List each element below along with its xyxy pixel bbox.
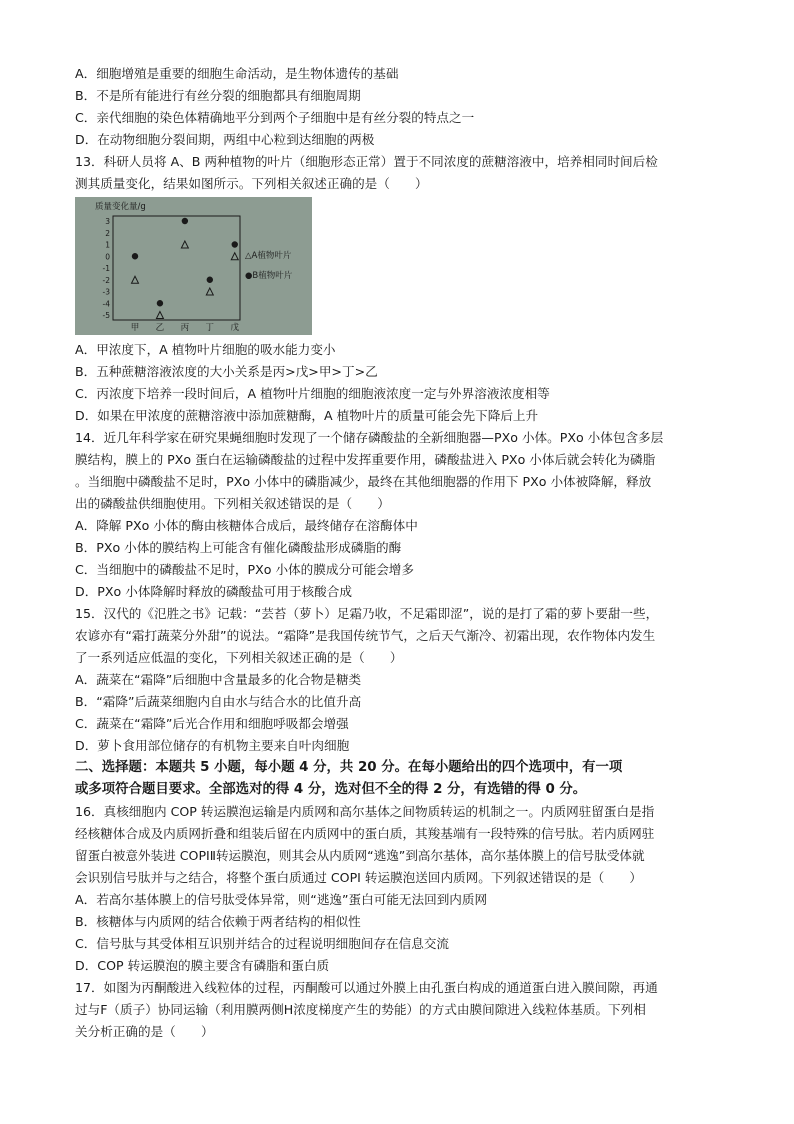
q16-stem-line: 留蛋白被意外装进 COPIⅡ转运膜泡，则其会从内质网“逃逸”到高尔基体，高尔基体膜上的信号肽受体就 [75,848,645,863]
q12-option-d: D．在动物细胞分裂间期，两组中心粒到达细胞的两极 [75,132,375,147]
question-16 [75,801,725,977]
b-plant-point [132,253,138,259]
q15-stem-line: 农谚亦有“霜打蔬菜分外甜”的说法。“霜降”是我国传统节气，之后天气渐冷、初霜出现，农作物体内发生 [75,628,656,643]
q16-stem-line: 16．真核细胞内 COP 转运膜泡运输是内质网和高尔基体之间物质转运的机制之一。内质网驻留蛋白是指 [75,804,655,819]
y-tick-label: -2 [102,275,110,285]
q13-option-d: D．如果在甲浓度的蔗糖溶液中添加蔗糖酶，A 植物叶片的质量可能会先下降后上升 [75,408,539,423]
a-plant-point [231,253,238,260]
q12-option-b: B．不是所有能进行有丝分裂的细胞都具有细胞周期 [75,88,361,103]
b-plant-point [182,218,188,224]
q16-option-d: D．COP 转运膜泡的膜主要含有磷脂和蛋白质 [75,958,330,973]
q13-option-b: B．五种蔗糖溶液浓度的大小关系是丙>戊>甲>丁>乙 [75,364,378,379]
x-tick-label: 乙 [155,323,165,333]
q13-stem-line: 测其质量变化，结果如图所示。下列相关叙述正确的是（ ） [75,176,428,191]
question-15 [75,603,725,757]
y-tick-label: 1 [105,240,110,250]
x-tick-label: 丁 [205,323,215,333]
y-tick-labels [103,217,111,320]
q16-option-a: A．若高尔基体膜上的信号肽受体异常，则“逃逸”蛋白可能无法回到内质网 [75,892,488,907]
b-plant-point [232,241,238,247]
a-plant-point [206,288,213,295]
q15-stem-line: 15．汉代的《氾胜之书》记载：“芸苔（萝卜）足霜乃收，不足霜即涩”，说的是打了霜的萝卜要甜一些， [75,606,659,621]
q14-stem-line: 。当细胞中磷酸盐不足时，PXo 小体中的磷脂减少，最终在其他细胞器的作用下 PXo 小体被降解，释放 [75,474,652,489]
q15-option-a: A．蔬菜在“霜降”后细胞中含量最多的化合物是糖类 [75,672,362,687]
y-tick-label: -4 [102,299,110,309]
question-13 [75,151,725,427]
q15-option-c: C．蔬菜在“霜降”后光合作用和细胞呼吸都会增强 [75,716,349,731]
q14-stem-line: 膜结构，膜上的 PXo 蛋白在运输磷酸盐的过程中发挥重要作用，磷酸盐进入 PXo 小体后就会转化为磷脂 [75,452,656,467]
q15-stem-line: 了一系列适应低温的变化，下列相关叙述正确的是（ ） [75,650,403,665]
b-plant-point [207,277,213,283]
chart-ylabel: 质量变化量/g [95,202,146,212]
y-tick-label: -3 [102,287,110,297]
section-heading-line: 或多项符合题目要求。全部选对的得 4 分，选对但不全的得 2 分，有选错的得 0 分。 [75,782,587,797]
q15-option-d: D．萝卜食用部位储存的有机物主要来自叶肉细胞 [75,738,350,753]
legend-a: △A植物叶片 [245,251,292,261]
q17-stem-line: 过与F（质子）协同运输（利用膜两侧H浓度梯度产生的势能）的方式由膜间隙进入线粒体基质。下列相 [75,1002,646,1017]
a-plant-point [181,241,188,248]
y-tick-label: 3 [105,217,110,226]
q17-stem-line: 关分析正确的是（ ） [75,1024,214,1039]
q16-stem-line: 经核糖体合成及内质网折叠和组装后留在内质网中的蛋白质，其羧基端有一段特殊的信号肽。若内质网驻 [75,826,655,841]
question-12-options [75,63,725,151]
q13-option-a: A．甲浓度下，A 植物叶片细胞的吸水能力变小 [75,342,336,357]
q16-option-c: C．信号肽与其受体相互识别并结合的过程说明细胞间存在信息交流 [75,936,450,951]
section-heading-line: 二、选择题：本题共 5 小题，每小题 4 分，共 20 分。在每小题给出的四个选项中，有一项 [75,760,623,775]
section-2-heading [75,757,725,801]
y-tick-label: -1 [102,264,110,273]
q14-option-d: D．PXo 小体降解时释放的磷酸盐可用于核酸合成 [75,584,352,599]
x-tick-label: 丙 [180,323,190,333]
question-17 [75,977,725,1043]
q13-option-c: C．丙浓度下培养一段时间后，A 植物叶片细胞的细胞液浓度一定与外界溶液浓度相等 [75,386,550,401]
exam-content [75,63,725,1043]
question-14 [75,427,725,603]
q14-option-c: C．当细胞中的磷酸盐不足时，PXo 小体的膜成分可能会增多 [75,562,414,577]
y-tick-label: 2 [105,228,110,238]
a-plant-point [132,276,139,283]
q14-option-b: B．PXo 小体的膜结构上可能含有催化磷酸盐形成磷脂的酶 [75,540,402,555]
mass-change-chart [75,197,312,335]
y-tick-label: 0 [105,252,110,262]
b-plant-point [157,300,163,306]
q15-option-b: B．“霜降”后蔬菜细胞内自由水与结合水的比值升高 [75,694,362,709]
x-tick-label: 戊 [230,323,240,333]
a-plant-point [156,312,163,319]
q14-stem-line: 出的磷酸盐供细胞使用。下列相关叙述错误的是（ ） [75,496,390,511]
q13-stem-line: 13．科研人员将 A、B 两种植物的叶片（细胞形态正常）置于不同浓度的蔗糖溶液中，培养相同时间后检 [75,154,658,169]
q17-stem-line: 17．如图为丙酮酸进入线粒体的过程，丙酮酸可以通过外膜上由孔蛋白构成的通道蛋白进入膜间隙，再通 [75,980,658,995]
mass-change-chart-svg [75,197,312,335]
q14-option-a: A．降解 PXo 小体的酶由核糖体合成后，最终储存在溶酶体中 [75,518,418,533]
data-points [132,218,239,319]
q16-stem-line: 会识别信号肽并与之结合，将整个蛋白质通过 COPI 转运膜泡送回内质网。下列叙述错误的是（ ） [75,870,642,885]
x-tick-labels [131,322,240,333]
q12-option-a: A．细胞增殖是重要的细胞生命活动，是生物体遗传的基础 [75,66,399,81]
plot-frame [113,216,240,320]
y-tick-label: -5 [102,311,110,320]
q12-option-c: C．亲代细胞的染色体精确地平分到两个子细胞中是有丝分裂的特点之一 [75,110,475,125]
x-tick-label: 甲 [130,323,140,333]
legend-b: ●B植物叶片 [245,271,293,281]
q14-stem-line: 14．近几年科学家在研究果蝇细胞时发现了一个储存磷酸盐的全新细胞器—PXo 小体。PXo 小体包含多层 [75,430,664,445]
q16-option-b: B．核糖体与内质网的结合依赖于两者结构的相似性 [75,914,361,929]
